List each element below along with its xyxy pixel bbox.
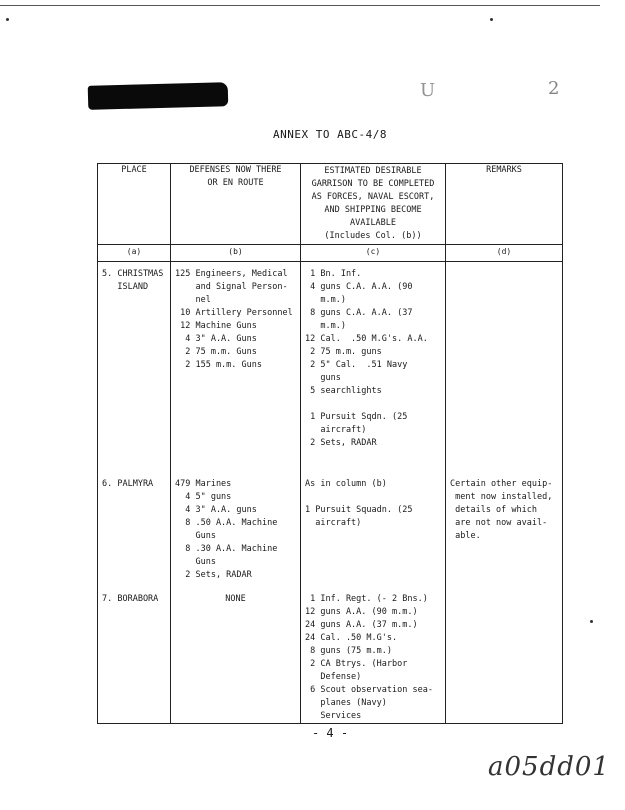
column-heading-place: PLACE (98, 164, 171, 245)
page-number: - 4 - (311, 726, 349, 740)
table-header-row (98, 164, 563, 245)
column-code: (d) (446, 245, 563, 262)
remarks-cell (446, 593, 563, 724)
speck-mark (590, 620, 593, 623)
column-heading-garrison: ESTIMATED DESIRABLE GARRISON TO BE COMPLETED AS FORCES, NAVAL ESCORT, AND SHIPPING BECOME AVAILABLE (Includes Col. (b)) (301, 164, 446, 245)
defenses-cell: NONE (171, 593, 301, 724)
table-row (98, 268, 563, 478)
garrison-cell: As in column (b) 1 Pursuit Squadn. (25 aircraft) (301, 478, 446, 593)
table-row (98, 593, 563, 724)
place-cell: 5. CHRISTMAS ISLAND (98, 268, 171, 478)
redaction-bar (88, 82, 229, 110)
defenses-cell: 125 Engineers, Medical and Signal Person- nel 10 Artillery Personnel 12 Machine Guns 4 3" A.A. Guns 2 75 m.m. Guns 2 155 m.m. Guns (171, 268, 301, 478)
document-title: ANNEX TO ABC-4/8 (273, 128, 387, 141)
handwritten-code: a05dd01 (488, 752, 610, 782)
column-code: (a) (98, 245, 171, 262)
stamp-mark: U (420, 80, 438, 101)
speck-mark (6, 18, 9, 21)
column-code: (c) (301, 245, 446, 262)
table-row (98, 478, 563, 593)
remarks-cell (446, 268, 563, 478)
remarks-cell: Certain other equip- ment now installed, details of which are not now avail- able. (446, 478, 563, 593)
column-heading-remarks: REMARKS (446, 164, 563, 245)
column-heading-defenses: DEFENSES NOW THERE OR EN ROUTE (171, 164, 301, 245)
place-cell: 7. BORABORA (98, 593, 171, 724)
stamp-mark-2: 2 (548, 78, 560, 99)
defenses-table (97, 163, 563, 724)
column-code: (b) (171, 245, 301, 262)
place-cell: 6. PALMYRA (98, 478, 171, 593)
speck-mark (490, 18, 493, 21)
garrison-cell: 1 Inf. Regt. (- 2 Bns.) 12 guns A.A. (90 m.m.) 24 guns A.A. (37 m.m.) 24 Cal. .50 M.G's. 8 guns (75 m.m.) 2 CA Btrys. (Harbor Defense) 6 Scout observation sea- planes (Navy) Services (301, 593, 446, 724)
top-rule (0, 5, 600, 6)
garrison-cell: 1 Bn. Inf. 4 guns C.A. A.A. (90 m.m.) 8 guns C.A. A.A. (37 m.m.) 12 Cal. .50 M.G's. A.A. 2 75 m.m. guns 2 5" Cal. .51 Navy guns 5 searchlights 1 Pursuit Sqdn. (25 aircraft) 2 Sets, RADAR (301, 268, 446, 478)
column-code-row (98, 245, 563, 262)
defenses-cell: 479 Marines 4 5" guns 4 3" A.A. guns 8 .50 A.A. Machine Guns 8 .30 A.A. Machine Guns 2 Sets, RADAR (171, 478, 301, 593)
